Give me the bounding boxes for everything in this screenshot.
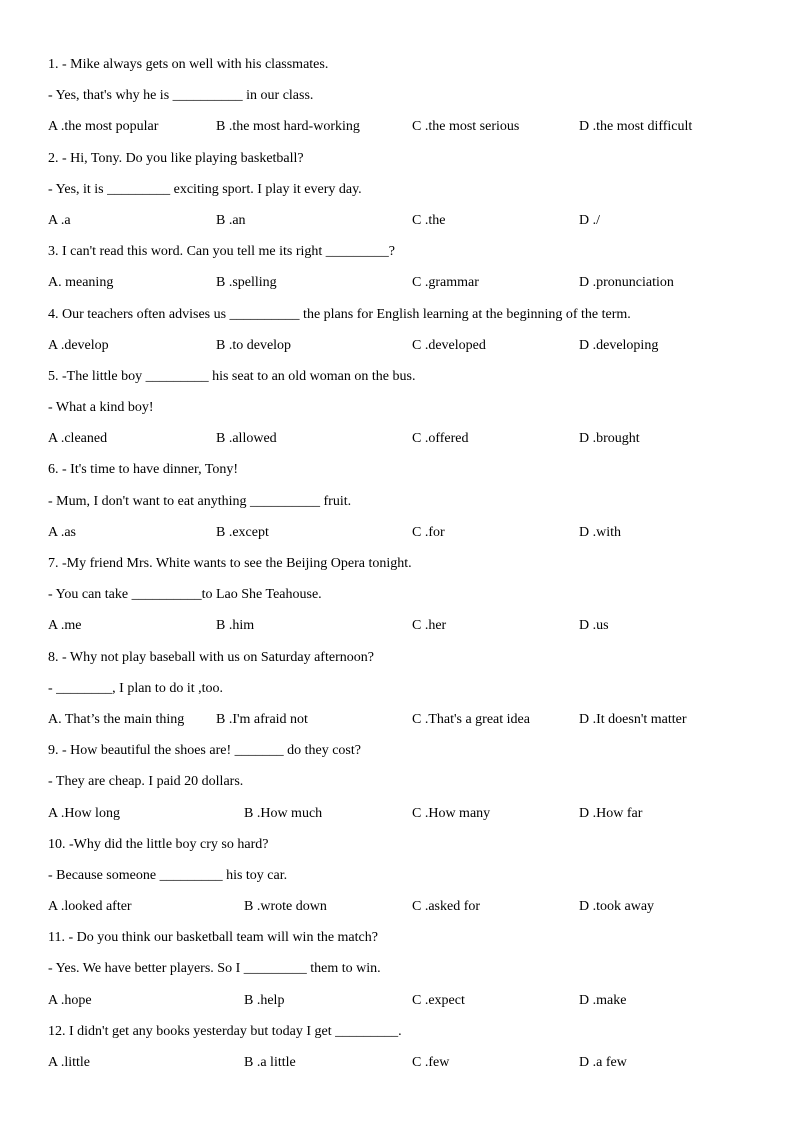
- option-a: A .the most popular: [48, 119, 159, 135]
- option-b: B .How much: [244, 805, 323, 821]
- option-c: C .How many: [412, 805, 491, 821]
- option-c: C .developed: [412, 337, 486, 353]
- question-6: [48, 454, 748, 548]
- question-stem: 2. - Hi, Tony. Do you like playing basketball?: [48, 150, 304, 166]
- option-a: A .looked after: [48, 899, 132, 915]
- question-stem: 11. - Do you think our basketball team will win the match?: [48, 930, 378, 946]
- option-d: D .It doesn't matter: [579, 711, 687, 727]
- option-d: D .the most difficult: [579, 119, 693, 135]
- question-reply: - What a kind boy!: [48, 400, 154, 416]
- question-9: [48, 735, 748, 829]
- option-b: B .I'm afraid not: [216, 711, 308, 727]
- question-stem: 8. - Why not play baseball with us on Saturday afternoon?: [48, 649, 374, 665]
- option-b: B .except: [216, 524, 269, 540]
- options-row: [48, 423, 748, 454]
- option-b: B .spelling: [216, 275, 277, 291]
- worksheet-page: [48, 49, 748, 1078]
- options-row: [48, 330, 748, 361]
- option-a: A .as: [48, 524, 76, 540]
- option-b: B .wrote down: [244, 899, 327, 915]
- option-a: A .hope: [48, 992, 92, 1008]
- options-row: [48, 798, 748, 829]
- options-row: [48, 267, 748, 298]
- question-7: [48, 548, 748, 642]
- question-reply: - Yes. We have better players. So I _________ them to win.: [48, 961, 381, 977]
- option-a: A .little: [48, 1055, 90, 1070]
- question-stem: 5. -The little boy _________ his seat to an old woman on the bus.: [48, 368, 416, 384]
- option-b: B .him: [216, 618, 255, 634]
- options-row: [48, 704, 748, 735]
- option-d: D .with: [579, 524, 621, 540]
- option-c: C .grammar: [412, 275, 479, 291]
- question-1: [48, 49, 748, 143]
- option-d: D .took away: [579, 899, 655, 915]
- option-d: D .us: [579, 618, 609, 634]
- option-c: C .the: [412, 212, 446, 228]
- question-stem: 9. - How beautiful the shoes are! _______ do they cost?: [48, 743, 361, 759]
- option-c: C .her: [412, 618, 447, 634]
- question-reply: - Yes, that's why he is __________ in our class.: [48, 88, 314, 104]
- question-11: [48, 922, 748, 1016]
- question-stem: 10. -Why did the little boy cry so hard?: [48, 836, 269, 852]
- option-d: D .developing: [579, 337, 659, 353]
- option-b: B .a little: [244, 1055, 296, 1070]
- option-a: A .me: [48, 618, 82, 634]
- options-row: [48, 891, 748, 922]
- option-c: C .for: [412, 524, 445, 540]
- question-12: [48, 1016, 748, 1078]
- option-c: C .offered: [412, 431, 469, 447]
- option-a: A .cleaned: [48, 431, 108, 447]
- question-stem: 12. I didn't get any books yesterday but today I get _________.: [48, 1023, 402, 1039]
- option-c: C .few: [412, 1055, 450, 1070]
- option-d: D .How far: [579, 805, 643, 821]
- question-2: [48, 143, 748, 237]
- option-d: D .brought: [579, 431, 640, 447]
- options-row: [48, 517, 748, 548]
- options-row: [48, 205, 748, 236]
- option-b: B .allowed: [216, 431, 277, 447]
- option-b: B .the most hard-working: [216, 119, 360, 135]
- options-row: [48, 610, 748, 641]
- options-row: [48, 985, 748, 1016]
- option-d: D .pronunciation: [579, 275, 674, 291]
- question-stem: 3. I can't read this word. Can you tell me its right _________?: [48, 244, 396, 260]
- question-5: [48, 361, 748, 455]
- option-c: C .the most serious: [412, 119, 520, 135]
- question-3: [48, 236, 748, 298]
- question-stem: 1. - Mike always gets on well with his classmates.: [48, 57, 329, 72]
- question-reply: - They are cheap. I paid 20 dollars.: [48, 774, 244, 790]
- question-stem: 7. -My friend Mrs. White wants to see the Beijing Opera tonight.: [48, 556, 412, 571]
- option-a: A .develop: [48, 337, 109, 353]
- option-d: D .a few: [579, 1055, 627, 1070]
- question-8: [48, 642, 748, 736]
- option-a: A .a: [48, 212, 71, 228]
- option-c: C .expect: [412, 992, 465, 1008]
- question-4: [48, 299, 748, 361]
- question-reply: - Yes, it is _________ exciting sport. I play it every day.: [48, 181, 362, 197]
- option-c: C .That's a great idea: [412, 711, 530, 727]
- option-a: A .How long: [48, 805, 120, 821]
- option-c: C .asked for: [412, 899, 481, 915]
- option-a: A. meaning: [48, 275, 114, 291]
- option-d: D ./: [579, 212, 600, 228]
- option-b: B .help: [244, 992, 285, 1008]
- question-10: [48, 829, 748, 923]
- option-b: B .an: [216, 212, 246, 228]
- options-row: [48, 111, 748, 142]
- option-d: D .make: [579, 992, 627, 1008]
- question-stem: 4. Our teachers often advises us __________ the plans for English learning at the beginning of the term.: [48, 306, 631, 322]
- question-reply: - Mum, I don't want to eat anything __________ fruit.: [48, 493, 352, 509]
- question-reply: - You can take __________to Lao She Teahouse.: [48, 587, 322, 603]
- question-stem: 6. - It's time to have dinner, Tony!: [48, 462, 239, 478]
- question-reply: - Because someone _________ his toy car.: [48, 867, 288, 883]
- option-b: B .to develop: [216, 337, 292, 353]
- question-reply: - ________, I plan to do it ,too.: [48, 680, 223, 696]
- options-row: [48, 1047, 748, 1078]
- option-a: A. That’s the main thing: [48, 711, 185, 727]
